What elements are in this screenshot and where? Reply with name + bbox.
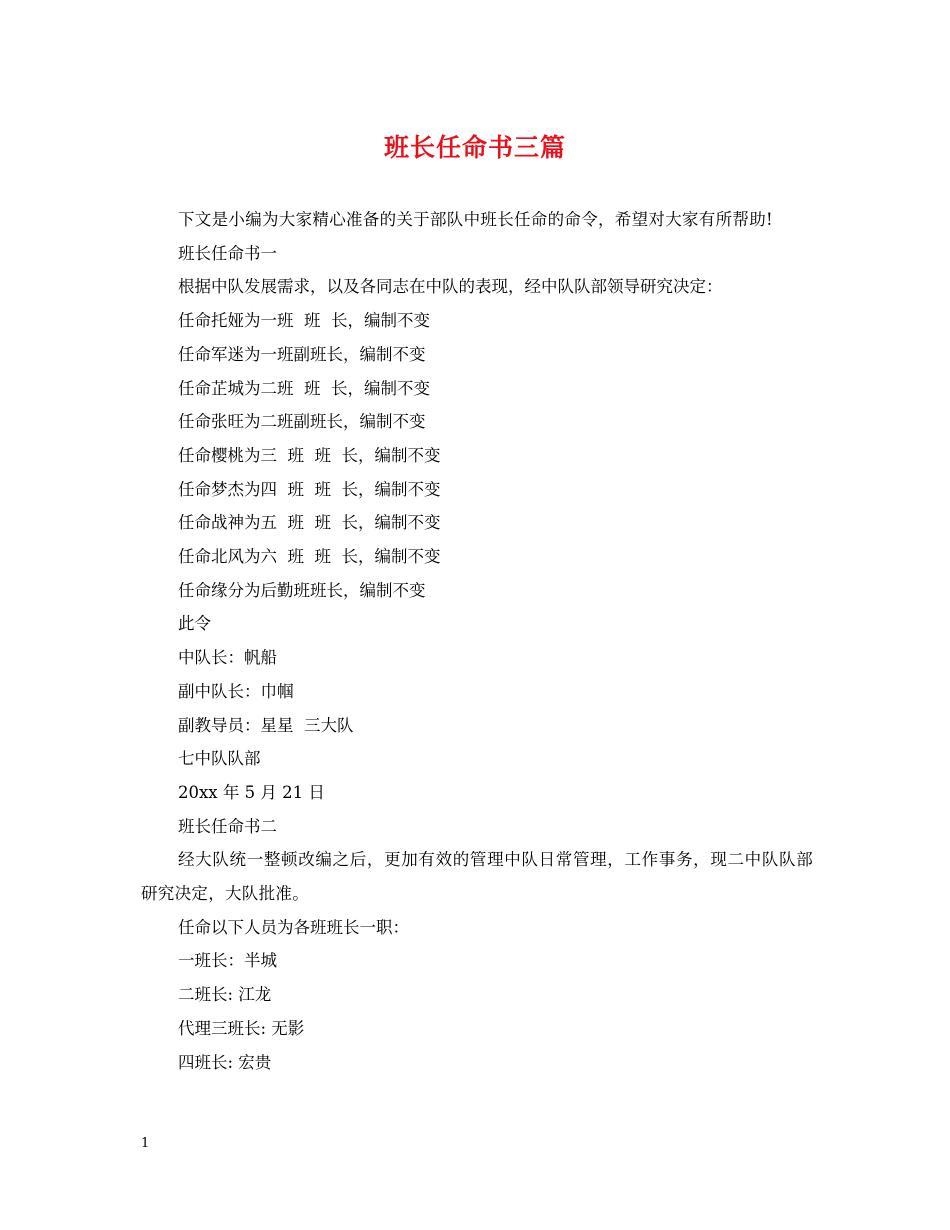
appointment-line: 代理三班长: 无影 [178, 1018, 305, 1038]
appointment-line: 任命托娅为一班 班 长，编制不变 [178, 311, 430, 331]
decision-paragraph: 根据中队发展需求，以及各同志在中队的表现，经中队队部领导研究决定： [178, 277, 723, 297]
appointment-line: 任命张旺为二班副班长，编制不变 [178, 412, 426, 432]
signature-line: 副中队长：巾帼 [178, 681, 294, 701]
signature-line: 副教导员：星星 三大队 [178, 715, 354, 735]
issuing-unit: 七中队队部 [178, 749, 261, 769]
appointment-line: 任命樱桃为三 班 班 长，编制不变 [178, 445, 441, 465]
document-body [141, 203, 813, 1079]
signature-line: 中队长：帆船 [178, 648, 277, 668]
intro-paragraph: 下文是小编为大家精心准备的关于部队中班长任命的命令，希望对大家有所帮助! [178, 210, 773, 229]
appointment-line: 二班长: 江龙 [178, 985, 272, 1005]
document-title: 班长任命书三篇 [383, 133, 566, 162]
appointment-intro: 任命以下人员为各班班长一职： [178, 917, 409, 937]
appointment-line: 任命军迷为一班副班长，编制不变 [178, 344, 426, 364]
appointment-line: 任命芷城为二班 班 长，编制不变 [178, 378, 430, 398]
section-2-intro: 经大队统一整顿改编之后，更加有效的管理中队日常管理，工作事务，现二中队队部研究决定，大队批准。 [141, 850, 813, 904]
appointment-line: 任命战神为五 班 班 长，编制不变 [178, 513, 441, 533]
section-heading-2: 班长任命书二 [178, 816, 277, 836]
appointment-line: 任命北风为六 班 班 长，编制不变 [178, 547, 441, 567]
appointment-line: 任命缘分为后勤班班长，编制不变 [178, 580, 426, 600]
issue-date: 20xx 年 5 月 21 日 [178, 782, 325, 802]
order-closing: 此令 [178, 614, 211, 634]
appointment-line: 一班长：半城 [178, 951, 277, 971]
section-heading-1: 班长任命书一 [178, 243, 277, 263]
appointment-line: 四班长: 宏贵 [178, 1052, 272, 1072]
page-number: 1 [141, 1136, 150, 1151]
appointment-line: 任命梦杰为四 班 班 长，编制不变 [178, 479, 441, 499]
